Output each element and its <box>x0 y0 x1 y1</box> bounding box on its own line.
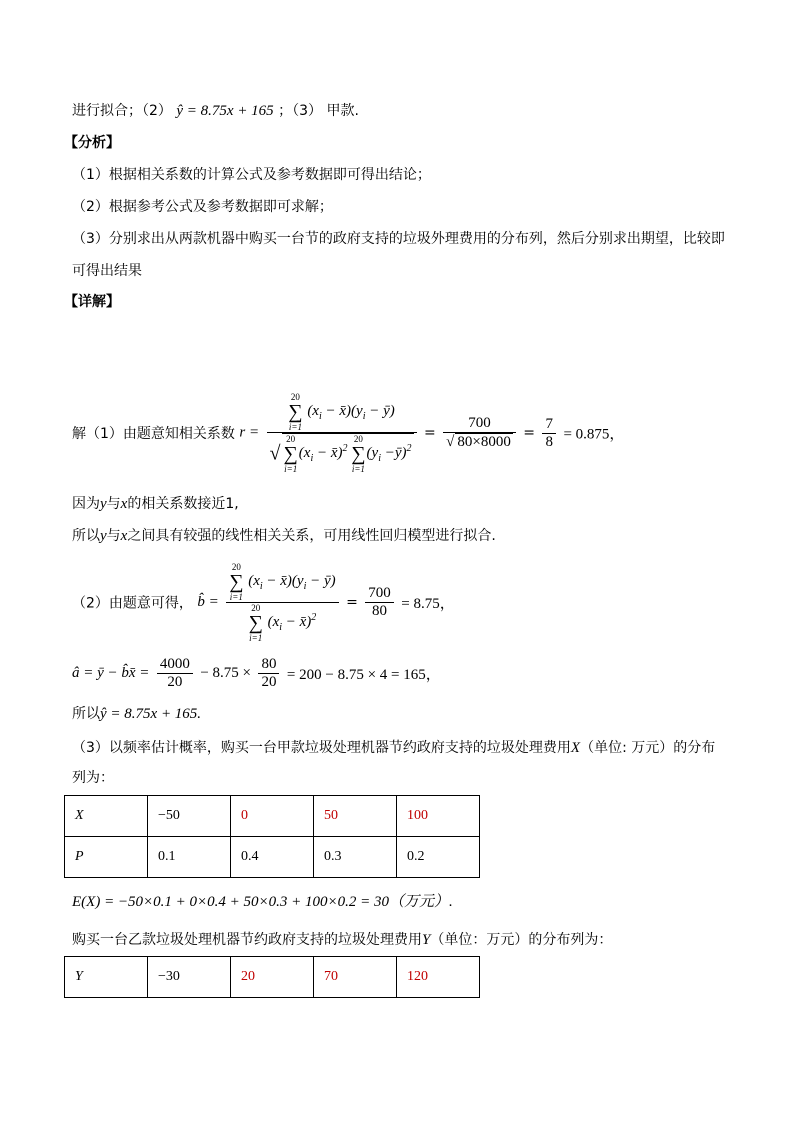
detail-heading: 【详解】 <box>64 294 120 310</box>
table-row: X −50 0 50 100 <box>65 796 480 837</box>
part1-line3: 所以y与x之间具有较强的线性相关关系，可用线性回归模型进行拟合. <box>72 528 496 544</box>
expectation-x: E(X) = −50×0.1 + 0×0.4 + 50×0.3 + 100×0.2 = 30（万元）. <box>72 894 453 910</box>
slope-fraction: 20 ∑ i=1 ($x_i$ − $x̄)(y_i$ − ȳ) 20 ∑ i=1 ($x_i$ − x̄)$^2$ <box>226 562 338 643</box>
answer-prefix: 进行拟合；（2） <box>72 103 172 119</box>
table-row: P 0.1 0.4 0.3 0.2 <box>65 837 480 878</box>
part1-prefix: 解（1）由题意知相关系数 <box>72 426 235 442</box>
sum-symbol: 20 ∑ i=1 <box>288 392 303 432</box>
sum-symbol: 20 ∑ i=1 <box>248 603 263 643</box>
seven-eighths: $\frac{7}{8}$ <box>542 416 556 451</box>
analysis-point-3b: 可得出结果 <box>72 263 142 279</box>
slope-formula: （2）由题意可得， b̂ = 20 ∑ i=1 ($x_i$ − $x̄)(y_i$ − ȳ) 20 ∑ i=1 ($x_i$ − x̄)$^2$ = $\frac{700}{80}$ = 8.75， <box>72 562 455 643</box>
answer-mid: ；（3） <box>278 103 323 119</box>
part2-prefix: （2）由题意可得， <box>72 595 193 612</box>
correlation-formula: 解（1）由题意知相关系数 r = 20 ∑ i=1 ($x_i$ − $x̄)(y_i$ − ȳ) √ 20 ∑ i=1 ($x_i$ − x̄)$^2$ 20 ∑ i=1 ($y_i$ −ȳ)$^2$ = $\frac{700}{√ 80\times 8000}$ = $\frac{7}{8}$ = 0.875， <box>72 392 625 474</box>
correlation-fraction <box>267 392 417 474</box>
correlation-value-fraction: $\frac{700}{√ 80\times 8000}$ <box>443 415 516 451</box>
analysis-heading: 【分析】 <box>64 135 120 151</box>
correlation-numerator: 20 ∑ i=1 ($x_i$ − $x̄)(y_i$ − ȳ) <box>267 392 417 433</box>
part3-intro: （3）以频率估计概率，购买一台甲款垃圾处理机器节约政府支持的垃圾处理费用X（单位: 万元）的分布 <box>72 740 716 756</box>
correlation-result: = 0.875， <box>563 426 625 443</box>
table-row: Y −30 20 70 120 <box>65 957 480 998</box>
part1-line2: 因为y与x的相关系数接近1, <box>72 496 239 512</box>
slope-result: = 8.75， <box>401 596 455 612</box>
answer-choice: 甲款. <box>326 103 359 119</box>
sum-symbol: 20 ∑ i=1 <box>351 434 366 474</box>
distribution-table-x <box>64 795 480 878</box>
correlation-denominator: √ 20 ∑ i=1 ($x_i$ − x̄)$^2$ 20 ∑ i=1 ($y_i$ −ȳ)$^2$ <box>269 434 412 474</box>
sum-symbol: 20 ∑ i=1 <box>283 434 298 474</box>
analysis-point-2: （2）根据参考公式及参考数据即可求解； <box>72 199 333 215</box>
analysis-point-3a: （3）分别求出从两款机器中购买一台节的政府支持的垃圾外理费用的分布列，然后分别求出期望，比较即 <box>72 231 725 247</box>
intercept-formula: â = ȳ − b̂x̄ = $\frac{4000}{20}$ − 8.75 × $\frac{80}{20}$ = 200 − 8.75 × 4 = 165， <box>72 656 441 690</box>
sum-symbol: 20 ∑ i=1 <box>229 562 244 602</box>
part3-intro-cont: 列为： <box>72 770 114 786</box>
regression-conclusion: 所以ŷ = 8.75x + 165. <box>72 706 202 722</box>
regression-equation: ŷ = 8.75x + 165 <box>176 103 274 119</box>
part3-intro-y: 购买一台乙款垃圾处理机器节约政府支持的垃圾处理费用Y（单位：万元）的分布列为： <box>72 932 613 948</box>
var-r: r = <box>239 424 260 441</box>
distribution-table-y <box>64 956 480 998</box>
answer-summary-line <box>72 101 359 121</box>
analysis-point-1: （1）根据相关系数的计算公式及参考数据即可得出结论； <box>72 167 431 183</box>
